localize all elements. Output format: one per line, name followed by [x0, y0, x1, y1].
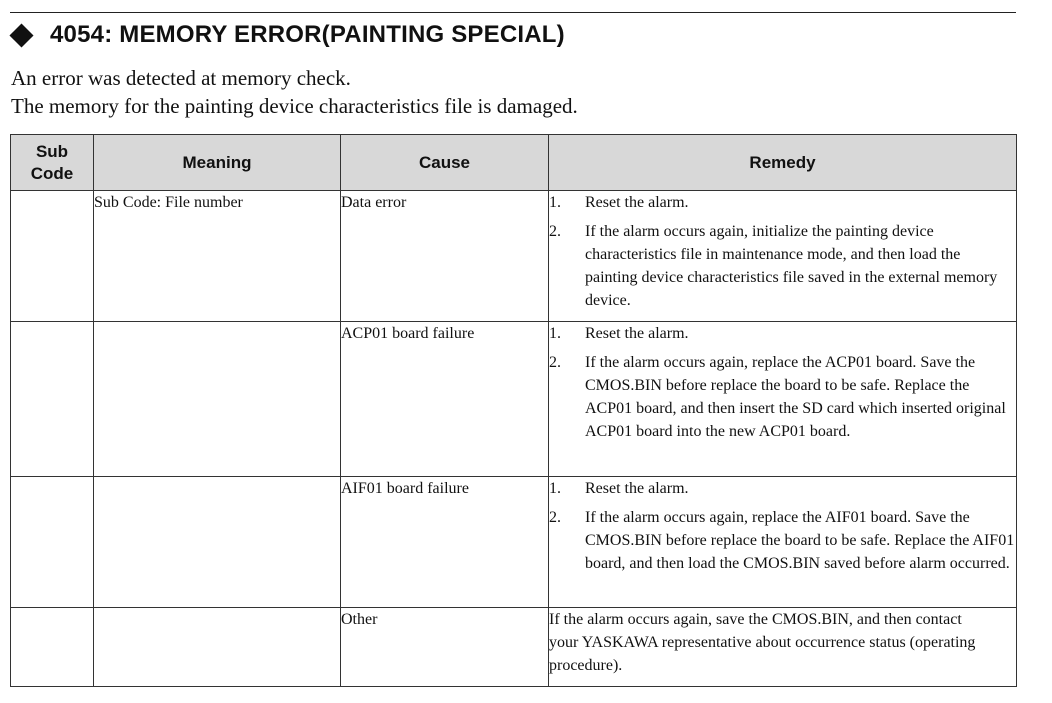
remedy-step	[549, 220, 1016, 312]
header-sub-code-line2: Code	[30, 163, 74, 183]
table-row	[11, 322, 1017, 477]
cause-cell: ACP01 board failure	[341, 322, 549, 477]
meaning-cell	[94, 322, 341, 477]
remedy-cell	[549, 191, 1017, 322]
remedy-step	[549, 191, 1016, 214]
table-header-row	[11, 135, 1017, 191]
cause-cell: Data error	[341, 191, 549, 322]
heading-title: 4054: MEMORY ERROR(PAINTING SPECIAL)	[50, 21, 565, 48]
intro-line-2: The memory for the painting device characteristics file is damaged.	[11, 94, 578, 118]
sub-code-cell	[11, 477, 94, 608]
step-text: Reset the alarm.	[585, 194, 689, 211]
top-rule	[10, 12, 1016, 13]
remedy-text: If the alarm occurs again, save the CMOS.BIN, and then contact your YASKAWA representative about occurrence status (operating procedure).	[549, 611, 976, 674]
header-remedy: Remedy	[549, 135, 1017, 191]
table-row	[11, 608, 1017, 687]
step-number: 2.	[549, 354, 561, 371]
step-text: If the alarm occurs again, initialize the painting device characteristics file in maintenance mode, and then load the painting device characteristics file saved in the external memory device.	[585, 223, 998, 309]
header-sub-code-line1: Sub	[35, 141, 69, 161]
remedy-step	[549, 506, 1016, 575]
cause-cell: AIF01 board failure	[341, 477, 549, 608]
meaning-cell: Sub Code: File number	[94, 191, 341, 322]
table-row	[11, 477, 1017, 608]
step-number: 2.	[549, 223, 561, 240]
intro-text	[11, 64, 578, 120]
table-row	[11, 191, 1017, 322]
sub-code-cell	[11, 191, 94, 322]
step-number: 1.	[549, 194, 561, 211]
step-text: If the alarm occurs again, replace the AIF01 board. Save the CMOS.BIN before replace the board to be safe. Replace the AIF01 board, and then load the CMOS.BIN saved before alarm occurred.	[585, 509, 1015, 572]
header-sub-code	[11, 135, 94, 191]
step-text: Reset the alarm.	[585, 325, 689, 342]
step-text: Reset the alarm.	[585, 480, 689, 497]
header-meaning: Meaning	[94, 135, 341, 191]
remedy-step	[549, 477, 1016, 500]
remedy-step	[549, 351, 1016, 443]
remedy-cell	[549, 322, 1017, 477]
cause-cell: Other	[341, 608, 549, 687]
error-table	[10, 134, 1017, 687]
step-text: If the alarm occurs again, replace the ACP01 board. Save the CMOS.BIN before replace the board to be safe. Replace the ACP01 board, and then insert the SD card which inserted original ACP01 board into the new ACP01 board.	[585, 354, 1006, 440]
step-number: 1.	[549, 480, 561, 497]
intro-line-1: An error was detected at memory check.	[11, 66, 351, 90]
header-cause: Cause	[341, 135, 549, 191]
step-number: 1.	[549, 325, 561, 342]
step-number: 2.	[549, 509, 561, 526]
meaning-cell	[94, 608, 341, 687]
sub-code-cell	[11, 322, 94, 477]
sub-code-cell	[11, 608, 94, 687]
remedy-cell	[549, 477, 1017, 608]
section-heading	[10, 18, 565, 52]
diamond-bullet-icon	[9, 23, 33, 47]
remedy-step	[549, 322, 1016, 345]
remedy-cell	[549, 608, 1017, 687]
meaning-cell	[94, 477, 341, 608]
